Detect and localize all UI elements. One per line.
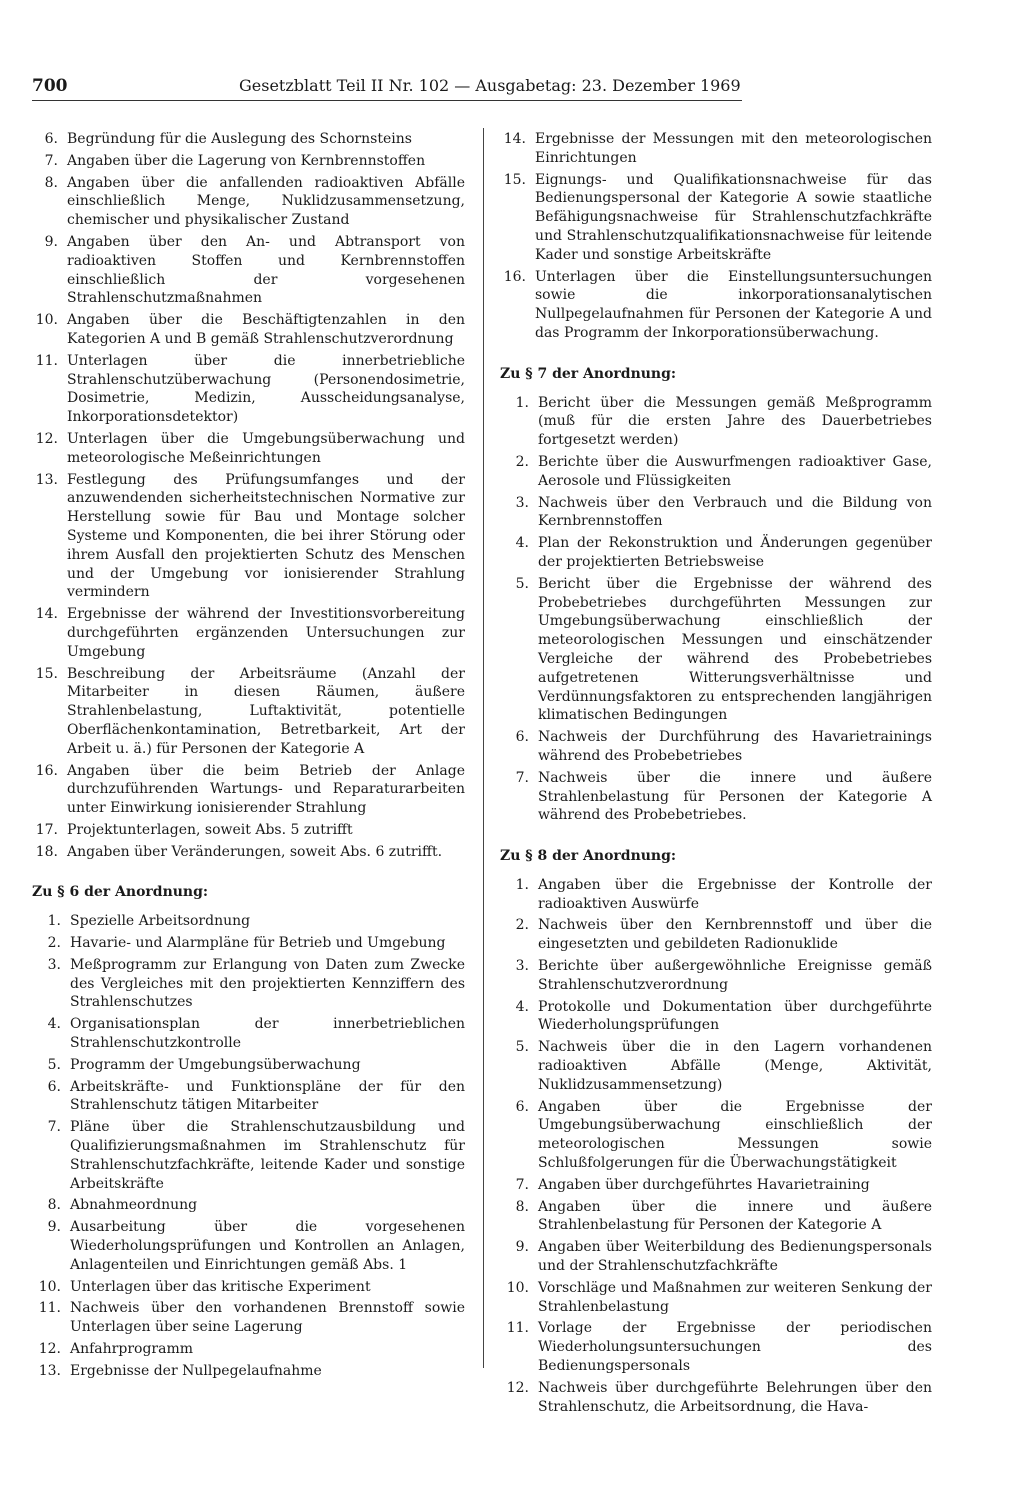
- item-number: 10.: [38, 1278, 61, 1295]
- list-item: [500, 916, 932, 954]
- item-text: Angaben über den An- und Abtransport von radioaktiven Stoffen und Kernbrennstoffen einschließlich der vorgesehenen Strahlenschutzmaßnahmen: [67, 233, 465, 307]
- page-header: [32, 76, 742, 101]
- item-number: 9.: [44, 233, 58, 250]
- item-number: 8.: [47, 1197, 61, 1214]
- item-number: 10.: [35, 312, 58, 329]
- item-text: Angaben über die Lagerung von Kernbrennstoffen: [67, 152, 426, 169]
- item-text: Angaben über die beim Betrieb der Anlage durchzuführenden Wartungs- und Reparaturarbeiten unter Einwirkung ionisierender Strahlung: [67, 762, 465, 817]
- item-text: Berichte über außergewöhnliche Ereignisse gemäß Strahlenschutzverordnung: [538, 958, 932, 993]
- item-number: 6.: [47, 1078, 61, 1095]
- item-number: 8.: [44, 174, 58, 191]
- list-item: [32, 956, 465, 1012]
- item-number: 6.: [44, 131, 58, 147]
- list-item: [32, 471, 465, 603]
- item-number: 4.: [47, 1016, 61, 1033]
- list-item: [32, 912, 465, 931]
- item-number: 4.: [515, 535, 529, 552]
- list-item: [500, 769, 932, 825]
- section-7-list: [500, 394, 932, 826]
- item-text: Havarie- und Alarmpläne für Betrieb und Umgebung: [70, 935, 446, 952]
- item-number: 2.: [515, 453, 529, 470]
- item-text: Nachweis über die in den Lagern vorhandenen radioaktiven Abfälle (Menge, Aktivität, Nuklidzusammensetzung): [538, 1039, 932, 1093]
- item-text: Nachweis über die innere und äußere Strahlenbelastung für Personen der Kategorie A während des Probebetriebes.: [538, 769, 932, 824]
- list-item: [32, 174, 465, 230]
- item-number: 13.: [35, 471, 58, 488]
- item-text: Nachweis über den Verbrauch und die Bildung von Kernbrennstoffen: [538, 494, 932, 530]
- item-text: Nachweis über durchgeführte Belehrungen über den Strahlenschutz, die Arbeitsordnung, die Hava-: [538, 1379, 932, 1415]
- item-text: Angaben über Veränderungen, soweit Abs. 6 zutrifft.: [67, 843, 443, 860]
- list-item: [500, 1098, 932, 1173]
- item-number: 9.: [515, 1239, 529, 1256]
- list-item: [32, 934, 465, 953]
- item-number: 12.: [38, 1341, 61, 1358]
- item-text: Plan der Rekonstruktion und Änderungen gegenüber der projektierten Betriebsweise: [538, 535, 932, 570]
- item-number: 11.: [38, 1300, 61, 1317]
- list-item: [32, 1362, 465, 1381]
- item-text: Vorschläge und Maßnahmen zur weiteren Senkung der Strahlenbelastung: [538, 1279, 932, 1315]
- section-6-list: [32, 912, 465, 1380]
- list-item: [32, 1056, 465, 1075]
- item-text: Spezielle Arbeitsordnung: [70, 913, 251, 930]
- list-item: [500, 1038, 932, 1094]
- item-text: Angaben über die innere und äußere Strahlenbelastung für Personen der Kategorie A: [538, 1198, 932, 1234]
- item-number: 12.: [506, 1379, 529, 1396]
- item-text: Projektunterlagen, soweit Abs. 5 zutrifft: [67, 821, 353, 838]
- list-item: [500, 1176, 932, 1195]
- item-number: 7.: [515, 1176, 529, 1193]
- list-item: [500, 876, 932, 914]
- item-text: Abnahmeordnung: [70, 1197, 198, 1214]
- item-text: Angaben über die Ergebnisse der Umgebungsüberwachung einschließlich der meteorologischen Messungen sowie Schlußfolgerungen für die Überwachungstätigkeit: [538, 1098, 932, 1172]
- list-item: [500, 575, 932, 725]
- list-item: [500, 1319, 932, 1375]
- page-number: 700: [32, 76, 68, 96]
- item-number: 3.: [515, 958, 529, 975]
- list-item: [32, 152, 465, 171]
- left-column: [32, 130, 465, 1384]
- list-item: [32, 430, 465, 468]
- item-text: Meßprogramm zur Erlangung von Daten zum Zwecke des Vergleiches mit den projektierten Kennziffern des Strahlenschutzes: [70, 956, 465, 1011]
- item-number: 1.: [47, 913, 61, 930]
- item-number: 17.: [35, 821, 58, 838]
- item-number: 7.: [47, 1119, 61, 1136]
- item-text: Angaben über die anfallenden radioaktiven Abfälle einschließlich Menge, Nuklidzusammensetzung, chemischer und physikalischer Zustand: [67, 174, 465, 229]
- list-item: [500, 171, 932, 265]
- item-number: 2.: [47, 935, 61, 952]
- item-text: Angaben über durchgeführtes Havarietraining: [538, 1176, 870, 1193]
- list-item: [32, 821, 465, 840]
- item-number: 11.: [506, 1320, 529, 1337]
- list-item: [32, 1299, 465, 1337]
- list-item: [500, 1379, 932, 1417]
- item-text: Vorlage der Ergebnisse der periodischen Wiederholungsuntersuchungen des Bedienungspersonals: [538, 1320, 932, 1375]
- item-number: 9.: [47, 1219, 61, 1236]
- list-item: [32, 1278, 465, 1297]
- item-number: 5.: [515, 575, 529, 592]
- list-item: [32, 843, 465, 862]
- item-number: 14.: [503, 131, 526, 147]
- list-item: [32, 1196, 465, 1215]
- list-item: [32, 1340, 465, 1359]
- item-text: Nachweis über den vorhandenen Brennstoff sowie Unterlagen über seine Lagerung: [70, 1300, 465, 1336]
- item-text: Unterlagen über die Einstellungsuntersuchungen sowie die inkorporationsanalytischen Nullpegelaufnahmen für Personen der Kategorie A und das Programm der Inkorporationsüberwachung.: [535, 268, 932, 341]
- list-item: [32, 1015, 465, 1053]
- list-item: [32, 1078, 465, 1116]
- item-text: Ergebnisse der Nullpegelaufnahme: [70, 1362, 322, 1379]
- item-text: Angaben über die Beschäftigtenzahlen in den Kategorien A und B gemäß Strahlenschutzverordnung: [67, 312, 465, 347]
- item-text: Ausarbeitung über die vorgesehenen Wiederholungsprüfungen und Kontrollen an Anlagen, Anlagenteilen und Einrichtungen gemäß Abs. 1: [70, 1219, 465, 1273]
- item-text: Unterlagen über die innerbetriebliche Strahlenschutzüberwachung (Personendosimetrie, Dosimetrie, Medizin, Ausscheidungsanalyse, Inkorporationsdetektor): [67, 352, 465, 426]
- item-number: 1.: [515, 394, 529, 411]
- item-number: 12.: [35, 430, 58, 447]
- list-item: [32, 352, 465, 427]
- item-number: 3.: [515, 494, 529, 511]
- item-text: Unterlagen über das kritische Experiment: [70, 1278, 371, 1295]
- item-text: Arbeitskräfte- und Funktionspläne der für den Strahlenschutz tätigen Mitarbeiter: [70, 1078, 465, 1114]
- item-text: Angaben über Weiterbildung des Bedienungspersonals und der Strahlenschutzfachkräfte: [538, 1239, 932, 1275]
- item-text: Begründung für die Auslegung des Schornsteins: [67, 131, 412, 147]
- item-text: Beschreibung der Arbeitsräume (Anzahl der Mitarbeiter in diesen Räumen, äußere Strahlenbelastung, Luftaktivität, potentielle Oberflächenkontamination, Betretbarkeit, Art der Arbeit u. ä.) für Personen der Kategorie A: [67, 665, 465, 757]
- list-item: [32, 665, 465, 759]
- list-item: [500, 998, 932, 1036]
- item-number: 14.: [35, 606, 58, 623]
- item-text: Ergebnisse der während der Investitionsvorbereitung durchgeführten ergänzenden Untersuchungen zur Umgebung: [67, 606, 465, 660]
- section-8-list: [500, 876, 932, 1417]
- list-item: [500, 957, 932, 995]
- item-text: Protokolle und Dokumentation über durchgeführte Wiederholungsprüfungen: [538, 998, 932, 1034]
- item-text: Pläne über die Strahlenschutzausbildung und Qualifizierungsmaßnahmen im Strahlenschutz für Strahlenschutzfachkräfte, leitende Kader und sonstige Arbeitskräfte: [70, 1119, 465, 1192]
- list-item: [32, 1218, 465, 1274]
- item-text: Eignungs- und Qualifikationsnachweise für das Bedienungspersonal der Kategorie A sowie staatliche Befähigungsnachweise für Strahlenschutzfachkräfte und Strahlenschutzqualifikationsnachweise für leitende Kader und sonstige Arbeitskräfte: [535, 171, 932, 263]
- page-title: Gesetzblatt Teil II Nr. 102 — Ausgabetag: 23. Dezember 1969: [239, 76, 741, 95]
- item-number: 3.: [47, 956, 61, 973]
- list-item: [500, 1238, 932, 1276]
- item-text: Angaben über die Ergebnisse der Kontrolle der radioaktiven Auswürfe: [538, 876, 932, 912]
- item-text: Anfahrprogramm: [70, 1341, 193, 1358]
- item-number: 6.: [515, 1098, 529, 1115]
- item-number: 5.: [47, 1056, 61, 1073]
- list-item: [500, 130, 932, 168]
- item-text: Ergebnisse der Messungen mit den meteorologischen Einrichtungen: [535, 131, 932, 166]
- item-number: 2.: [515, 917, 529, 934]
- item-number: 6.: [515, 729, 529, 746]
- list-item: [32, 311, 465, 349]
- item-number: 16.: [503, 268, 526, 285]
- list-item: [500, 268, 932, 343]
- list-item: [500, 728, 932, 766]
- item-number: 18.: [35, 843, 58, 860]
- list-item: [32, 130, 465, 149]
- list-item: [500, 394, 932, 450]
- item-text: Unterlagen über die Umgebungsüberwachung und meteorologische Meßeinrichtungen: [67, 430, 465, 466]
- item-text: Nachweis der Durchführung des Havarietrainings während des Probebetriebes: [538, 729, 932, 764]
- right-column: [500, 130, 932, 1419]
- list-item: [500, 1198, 932, 1236]
- item-text: Organisationsplan der innerbetrieblichen Strahlenschutzkontrolle: [70, 1016, 465, 1052]
- item-number: 1.: [515, 876, 529, 893]
- item-number: 16.: [35, 762, 58, 779]
- item-number: 11.: [35, 352, 58, 369]
- item-number: 7.: [44, 152, 58, 169]
- list-item: [500, 453, 932, 491]
- list-item: [32, 605, 465, 661]
- section-heading-8: Zu § 8 der Anordnung:: [500, 848, 677, 865]
- list-item: [32, 1118, 465, 1193]
- item-number: 8.: [515, 1198, 529, 1215]
- list-item: [500, 494, 932, 532]
- item-number: 13.: [38, 1362, 61, 1379]
- item-text: Bericht über die Ergebnisse der während des Probebetriebes durchgeführten Messungen zur Umgebungsüberwachung einschließlich der meteorologischen Messungen und einschätzender Vergleiche der während des Probebetriebes aufgetretenen Witterungsverhältnisse und Verdünnungsfaktoren zu entsprechenden langjährigen klimatischen Bedingungen: [538, 575, 932, 724]
- numbered-list: [500, 130, 932, 343]
- list-item: [500, 534, 932, 572]
- item-number: 4.: [515, 998, 529, 1015]
- item-number: 15.: [503, 171, 526, 188]
- item-number: 15.: [35, 665, 58, 682]
- item-text: Programm der Umgebungsüberwachung: [70, 1056, 361, 1073]
- list-item: [32, 233, 465, 308]
- item-text: Nachweis über den Kernbrennstoff und über die eingesetzten und gebildeten Radionuklide: [538, 917, 932, 953]
- item-text: Festlegung des Prüfungsumfanges und der anzuwendenden sicherheitstechnischen Normative zur Herstellung sowie für Bau und Montage solcher Systeme und Komponenten, die bei ihrer Störung oder ihrem Ausfall den projektierten Schutz des Menschen und der Umgebung vor ionisierender Strahlung vermindern: [67, 471, 465, 601]
- numbered-list: [32, 130, 465, 861]
- item-number: 7.: [515, 769, 529, 786]
- section-heading-6: Zu § 6 der Anordnung:: [32, 884, 209, 901]
- list-item: [500, 1279, 932, 1317]
- item-text: Bericht über die Messungen gemäß Meßprogramm (muß für die ersten Jahre des Dauerbetriebes fortgesetzt werden): [538, 394, 932, 449]
- section-heading-7: Zu § 7 der Anordnung:: [500, 365, 677, 382]
- item-number: 5.: [515, 1039, 529, 1056]
- list-item: [32, 762, 465, 818]
- item-number: 10.: [506, 1279, 529, 1296]
- item-text: Berichte über die Auswurfmengen radioaktiver Gase, Aerosole und Flüssigkeiten: [538, 453, 932, 489]
- column-divider: [483, 128, 484, 1368]
